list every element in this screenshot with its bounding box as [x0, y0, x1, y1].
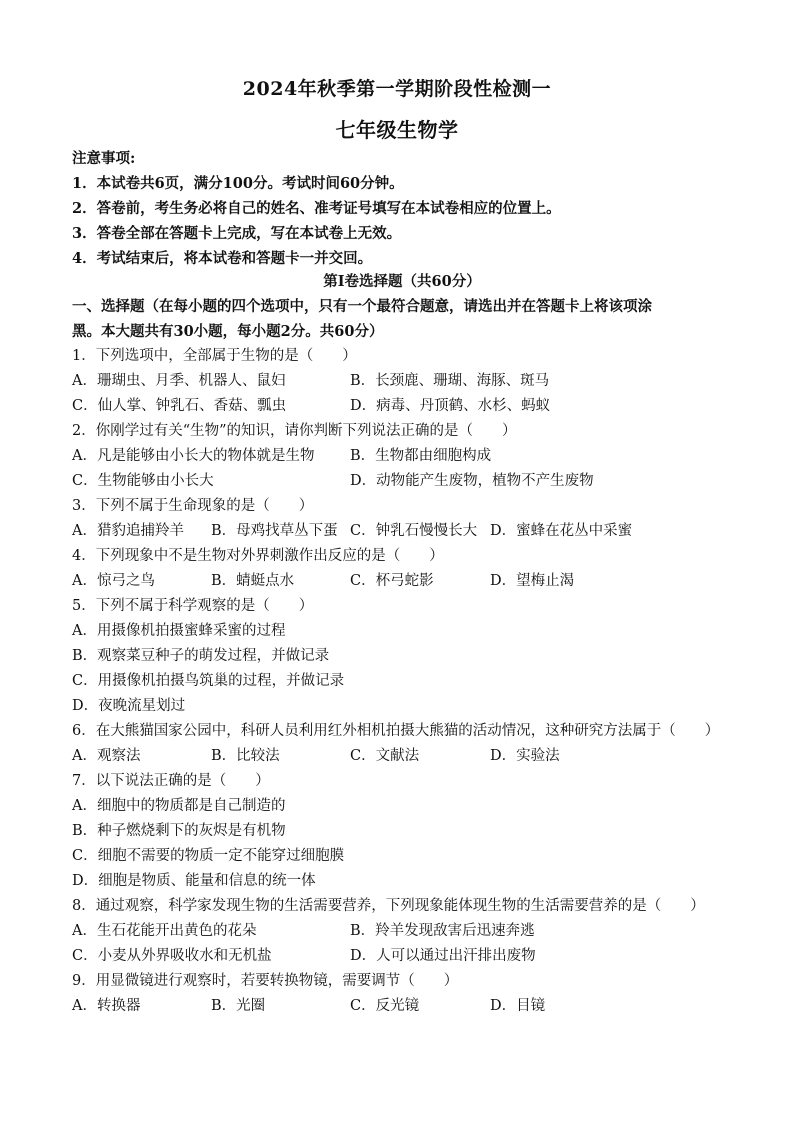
option-b: B．蜻蜓点水 — [211, 573, 295, 589]
question-8-options-row — [72, 919, 732, 944]
option-a: A．转换器 — [72, 998, 141, 1014]
question-section — [72, 269, 732, 1019]
option-d: D．目镜 — [490, 998, 546, 1014]
option-c: C．仙人掌、钟乳石、香菇、瓢虫 — [72, 398, 287, 414]
option-c: C．杯弓蛇影 — [350, 573, 434, 589]
question-8-stem: 8．通过观察，科学家发现生物的生活需要营养，下列现象能体现生物的生活需要营养的是（ ） — [72, 898, 705, 914]
question-7-stem: 7．以下说法正确的是（ ） — [72, 773, 270, 789]
option-c: C．钟乳石慢慢长大 — [350, 523, 478, 539]
note-item: 4．考试结束后，将本试卷和答题卡一并交回。 — [72, 250, 373, 267]
option-c: C．细胞不需要的物质一定不能穿过细胞膜 — [72, 848, 345, 864]
question-9-stem: 9．用显微镜进行观察时，若要转换物镜，需要调节（ ） — [72, 973, 459, 989]
section-instruction: 一、选择题（在每小题的四个选项中，只有一个最符合题意，请选出并在答题卡上将该项涂 — [72, 298, 652, 315]
option-d: D．细胞是物质、能量和信息的统一体 — [72, 873, 316, 889]
question-1-options-row — [72, 394, 732, 419]
question-4-stem: 4．下列现象中不是生物对外界刺激作出反应的是（ ） — [72, 548, 444, 564]
question-1-options-row — [72, 369, 732, 394]
option-b: B．比较法 — [211, 748, 280, 764]
note-item: 1．本试卷共6页，满分100分。考试时间60分钟。 — [72, 175, 404, 192]
question-4-options-row — [72, 569, 732, 594]
option-a: A．生石花能开出黄色的花朵 — [72, 923, 257, 939]
option-b: B．种子燃烧剩下的灰烬是有机物 — [72, 823, 286, 839]
note-item: 2．答卷前，考生务必将自己的姓名、准考证号填写在本试卷相应的位置上。 — [72, 200, 561, 217]
question-2-options-row — [72, 469, 732, 494]
note-item: 3．答卷全部在答题卡上完成，写在本试卷上无效。 — [72, 225, 402, 242]
option-b: B．长颈鹿、珊瑚、海豚、斑马 — [350, 373, 550, 389]
section-title: 第Ⅰ卷选择题（共60分） — [323, 273, 481, 290]
question-1-stem: 1．下列选项中，全部属于生物的是（ ） — [72, 348, 357, 364]
option-a: A．珊瑚虫、月季、机器人、鼠妇 — [72, 373, 286, 389]
option-c: C．文献法 — [350, 748, 420, 764]
option-b: B．观察菜豆种子的萌发过程，并做记录 — [72, 648, 330, 664]
option-a: A．惊弓之鸟 — [72, 573, 155, 589]
exam-title: 2024年秋季第一学期阶段性检测一 — [242, 78, 552, 100]
notes-heading: 注意事项: — [72, 150, 136, 167]
option-c: C．反光镜 — [350, 998, 420, 1014]
option-d: D．夜晚流星划过 — [72, 698, 186, 714]
question-2-stem: 2．你刚学过有关“生物”的知识，请你判断下列说法正确的是（ ） — [72, 423, 517, 439]
question-8-options-row — [72, 944, 732, 969]
question-6-options-row — [72, 744, 732, 769]
section-instruction-cont: 黑。本大题共有30小题，每小题2分。共60分） — [72, 323, 384, 340]
question-6-stem: 6．在大熊猫国家公园中，科研人员利用红外相机拍摄大熊猫的活动情况，这种研究方法属于（ ） — [72, 723, 720, 739]
option-a: A．凡是能够由小长大的物体就是生物 — [72, 448, 315, 464]
option-d: D．人可以通过出汗排出废物 — [350, 948, 536, 964]
option-b: B．母鸡找草丛下蛋 — [211, 523, 338, 539]
question-3-stem: 3．下列不属于生命现象的是（ ） — [72, 498, 314, 514]
option-d: D．望梅止渴 — [490, 573, 575, 589]
option-c: C．用摄像机拍摄鸟筑巢的过程，并做记录 — [72, 673, 345, 689]
exam-subtitle: 七年级生物学 — [335, 118, 459, 142]
option-a: A．观察法 — [72, 748, 141, 764]
option-b: B．生物都由细胞构成 — [350, 448, 492, 464]
option-b: B．光圈 — [211, 998, 266, 1014]
question-3-options-row — [72, 519, 732, 544]
question-9-options-row — [72, 994, 732, 1019]
option-a: A．用摄像机拍摄蜜蜂采蜜的过程 — [72, 623, 286, 639]
question-2-options-row — [72, 444, 732, 469]
option-a: A．细胞中的物质都是自己制造的 — [72, 798, 286, 814]
option-c: C．生物能够由小长大 — [72, 473, 214, 489]
option-b: B．羚羊发现敌害后迅速奔逃 — [350, 923, 535, 939]
question-5-stem: 5．下列不属于科学观察的是（ ） — [72, 598, 314, 614]
notes-section — [72, 146, 732, 271]
option-d: D．蜜蜂在花丛中采蜜 — [490, 523, 633, 539]
option-d: D．病毒、丹顶鹤、水杉、蚂蚁 — [350, 398, 551, 414]
option-d: D．实验法 — [490, 748, 560, 764]
option-c: C．小麦从外界吸收水和无机盐 — [72, 948, 272, 964]
option-a: A．猎豹追捕羚羊 — [72, 523, 184, 539]
option-d: D．动物能产生废物，植物不产生废物 — [350, 473, 594, 489]
